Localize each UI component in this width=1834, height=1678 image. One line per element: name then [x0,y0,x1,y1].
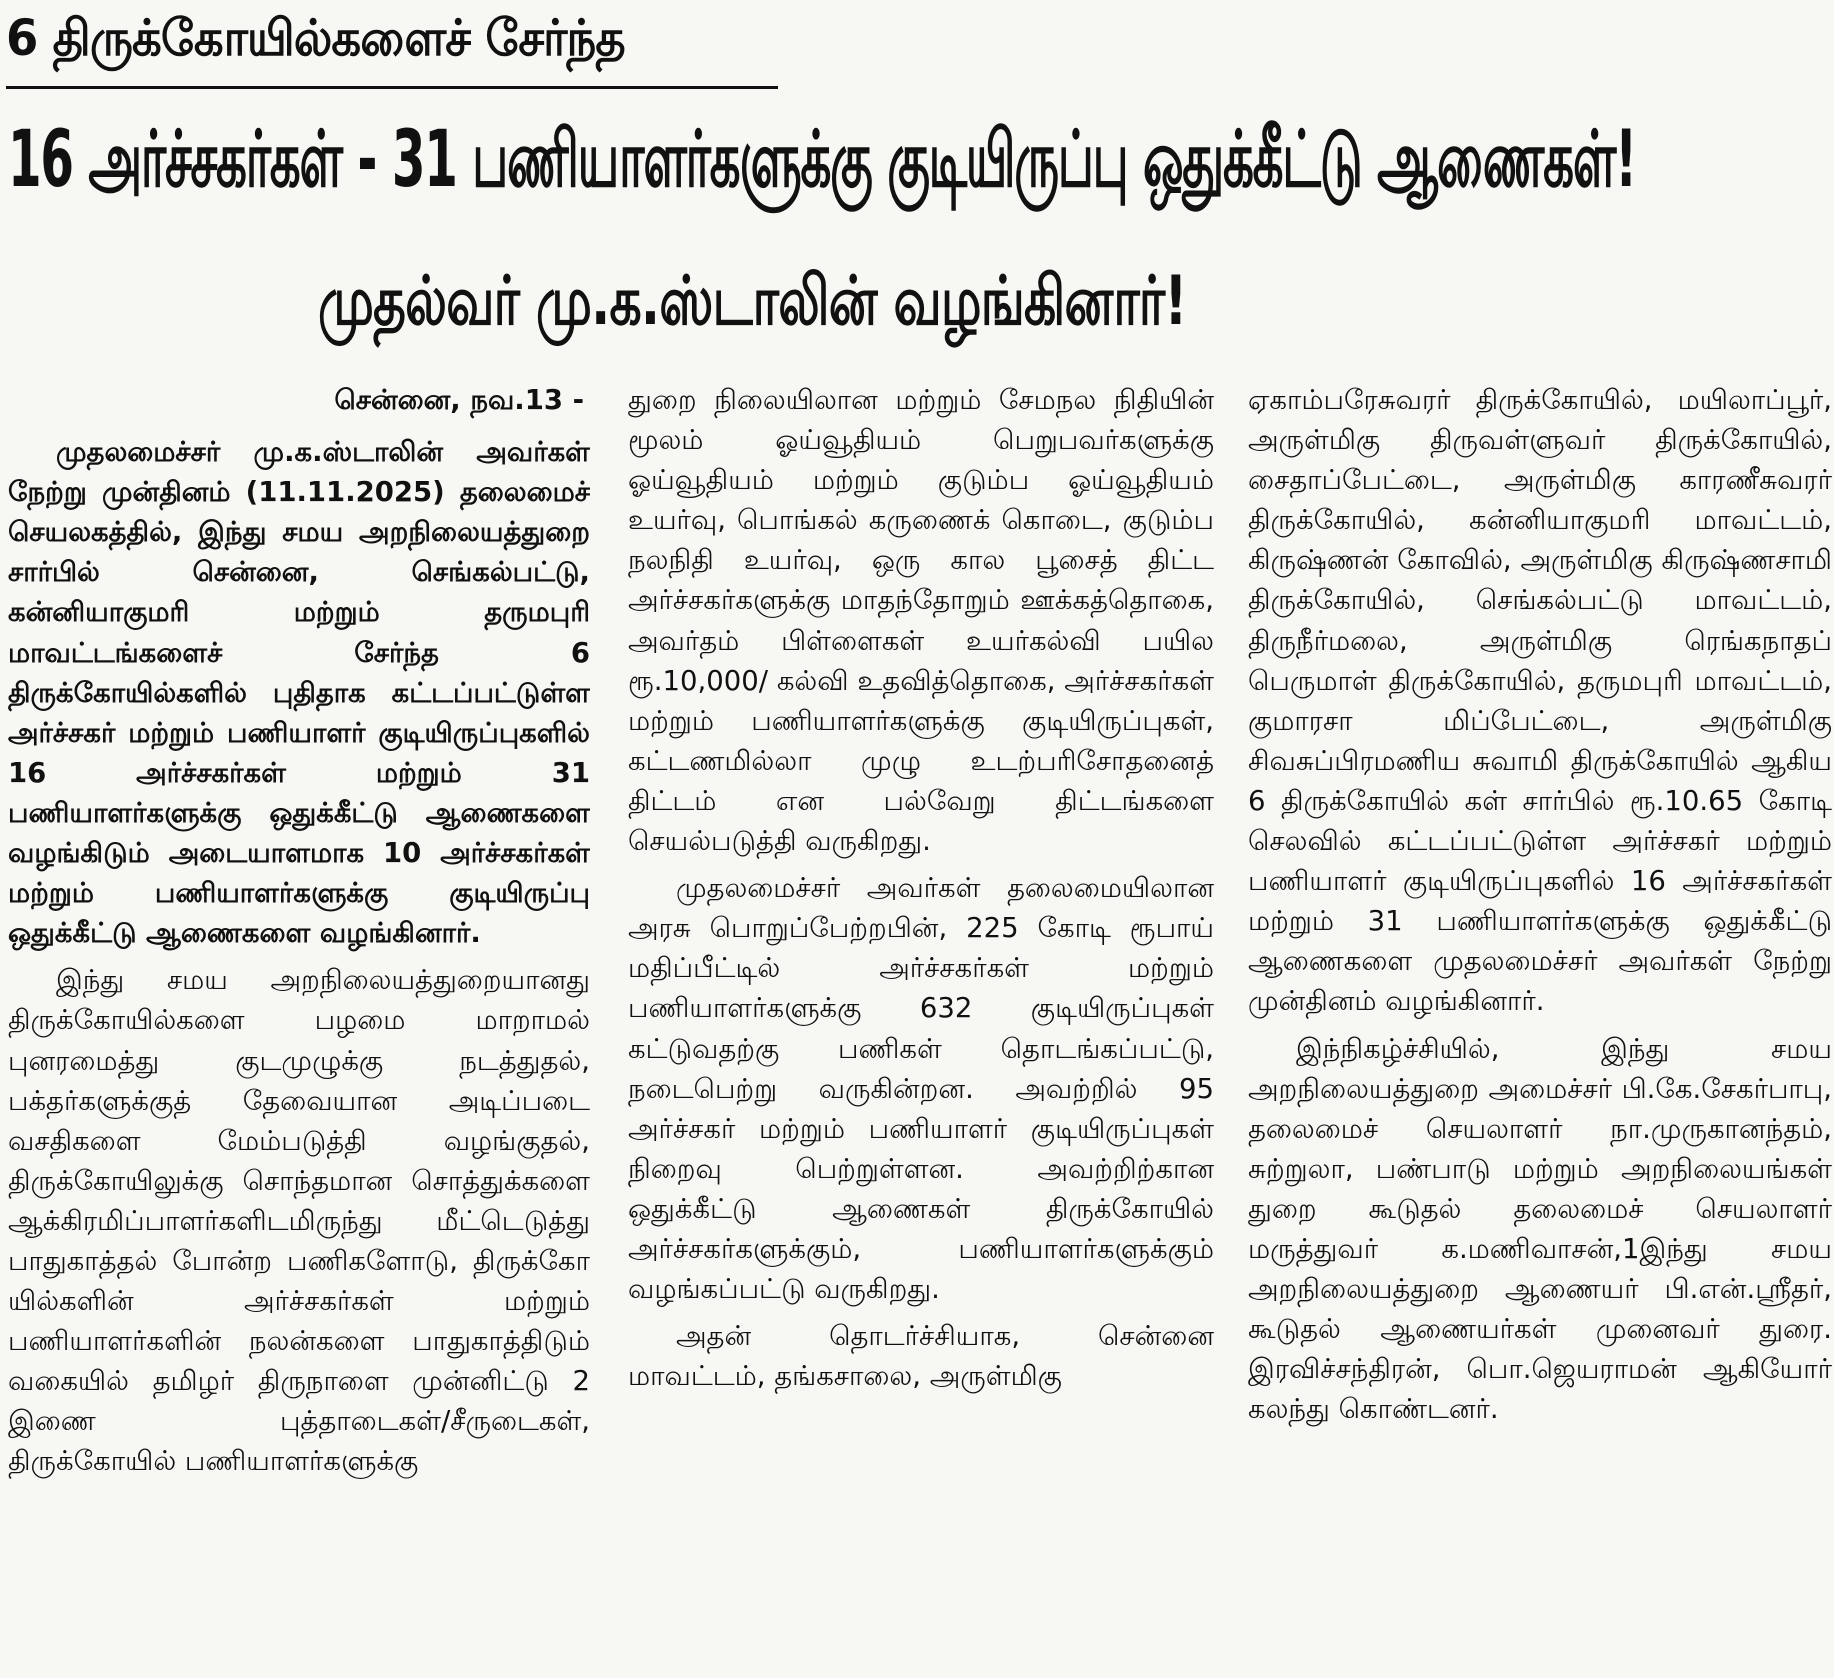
body-paragraph: இந்நிகழ்ச்சியில், இந்து சமய அறநிலையத்துறை அமைச்சர் பி.கே.சேகர்பாபு, தலைமைச் செயலாளர் நா.முருகானந்தம், சுற்றுலா, பண்பாடு மற்றும் அறநிலையங்கள் துறை கூடுதல் தலைமைச் செயலாளர் மருத்துவர் க.மணிவாசன்,1இந்து சமய அறநிலையத்துறை ஆணையர் பி.என்.ஸ்ரீதர், கூடுதல் ஆணையர்கள் முனைவர் துரை. இரவிச்சந்திரன், பொ.ஜெயராமன் ஆகியோர் கலந்து கொண்டனர். [1248,1032,1832,1426]
main-headline: 16 அர்ச்சகர்கள் - 31 பணியாளர்களுக்கு குடியிருப்பு ஒதுக்கீட்டு ஆணைகள்! [8,115,1636,205]
lead-paragraph: முதலமைச்சர் மு.க.ஸ்டாலின் அவர்கள் நேற்று முன்தினம் (11.11.2025) தலைமைச் செயலகத்தில், இந்து சமய அறநிலையத்துறை சார்பில் சென்னை, செங்கல்பட்டு, கன்னியாகுமரி மற்றும் தருமபுரி மாவட்டங்களைச் சேர்ந்த 6 திருக்கோயில்களில் புதிதாக கட்டப்பட்டுள்ள அர்ச்சகர் மற்றும் பணியாளர் குடியிருப்புகளில் 16 அர்ச்சகர்கள் மற்றும் 31 பணியாளர்களுக்கு ஒதுக்கீட்டு ஆணைகளை வழங்கிடும் அடையாளமாக 10 அர்ச்சகர்கள் மற்றும் பணியாளர்களுக்கு குடியிருப்பு ஒதுக்கீட்டு ஆணைகளை வழங்கினார். [8,436,590,950]
body-paragraph: இந்து சமய அறநிலையத்துறையானது திருக்கோயில்களை பழமை மாறாமல் புனரமைத்து குடமுழுக்கு நடத்துதல், பக்தர்களுக்குத் தேவையான அடிப்படை வசதிகளை மேம்படுத்தி வழங்குதல், திருக்கோயிலுக்கு சொந்தமான சொத்துக்களை ஆக்கிரமிப்பாளர்களிடமிருந்து மீட்டெடுத்து பாதுகாத்தல் போன்ற பணிகளோடு, திருக்கோ யில்களின் அர்ச்சகர்கள் மற்றும் பணியாளர்களின் நலன்களை பாதுகாத்திடும் வகையில் தமிழர் திருநாளை முன்னிட்டு 2 இணை புத்தாடைகள்/சீருடைகள், திருக்கோயில் பணியாளர்களுக்கு [8,964,590,1478]
article-column-3 [1248,380,1832,1678]
sub-headline: முதல்வர் மு.க.ஸ்டாலின் வழங்கினார்! [318,262,1187,341]
article-column-2 [628,380,1214,1678]
article-column-1 [8,380,590,1678]
body-paragraph: துறை நிலையிலான மற்றும் சேமநல நிதியின் மூலம் ஓய்வூதியம் பெறுபவர்களுக்கு ஓய்வூதியம் மற்றும் குடும்ப ஓய்வூதியம் உயர்வு, பொங்கல் கருணைக் கொடை, குடும்ப நலநிதி உயர்வு, ஒரு கால பூசைத் திட்ட அர்ச்சகர்களுக்கு மாதந்தோறும் ஊக்கத்தொகை, அவர்தம் பிள்ளைகள் உயர்கல்வி பயில ரூ.10,000/ கல்வி உதவித்தொகை, அர்ச்சகர்கள் மற்றும் பணியாளர்களுக்கு குடியிருப்புகள், கட்டணமில்லா முழு உடற்பரிசோதனைத் திட்டம் என பல்வேறு திட்டங்களை செயல்படுத்தி வருகிறது. [628,384,1214,858]
body-paragraph: அதன் தொடர்ச்சியாக, சென்னை மாவட்டம், தங்கசாலை, அருள்மிகு [628,1320,1214,1393]
body-paragraph: ஏகாம்பரேசுவரர் திருக்கோயில், மயிலாப்பூர், அருள்மிகு திருவள்ளுவர் திருக்கோயில், சைதாப்பேட்டை, அருள்மிகு காரணீசுவரர் திருக்கோயில், கன்னியாகுமரி மாவட்டம், கிருஷ்ணன் கோவில், அருள்மிகு கிருஷ்ணசாமி திருக்கோயில், செங்கல்பட்டு மாவட்டம், திருநீர்மலை, அருள்மிகு ரெங்கநாதப் பெருமாள் திருக்கோயில், தருமபுரி மாவட்டம், குமாரசா மிப்பேட்டை, அருள்மிகு சிவசுப்பிரமணிய சுவாமி திருக்கோயில் ஆகிய 6 திருக்கோயில் கள் சார்பில் ரூ.10.65 கோடி செலவில் கட்டப்பட்டுள்ள அர்ச்சகர் மற்றும் பணியாளர் குடியிருப்புகளில் 16 அர்ச்சகர்கள் மற்றும் 31 பணியாளர்களுக்கு ஒதுக்கீட்டு ஆணைகளை முதலமைச்சர் அவர்கள் நேற்று முன்தினம் வழங்கினார். [1248,384,1832,1018]
kicker-headline: 6 திருக்கோயில்களைச் சேர்ந்த [6,9,625,67]
dateline: சென்னை, நவ.13 - [334,384,584,416]
body-paragraph: முதலமைச்சர் அவர்கள் தலைமையிலான அரசு பொறுப்பேற்றபின், 225 கோடி ரூபாய் மதிப்பீட்டில் அர்ச்சகர்கள் மற்றும் பணியாளர்களுக்கு 632 குடியிருப்புகள் கட்டுவதற்கு பணிகள் தொடங்கப்பட்டு, நடைபெற்று வருகின்றன. அவற்றில் 95 அர்ச்சகர் மற்றும் பணியாளர் குடியிருப்புகள் நிறைவு பெற்றுள்ளன. அவற்றிற்கான ஒதுக்கீட்டு ஆணைகள் திருக்கோயில் அர்ச்சகர்களுக்கும், பணியாளர்களுக்கும் வழங்கப்பட்டு வருகிறது. [628,872,1214,1306]
kicker-underline [6,86,778,89]
